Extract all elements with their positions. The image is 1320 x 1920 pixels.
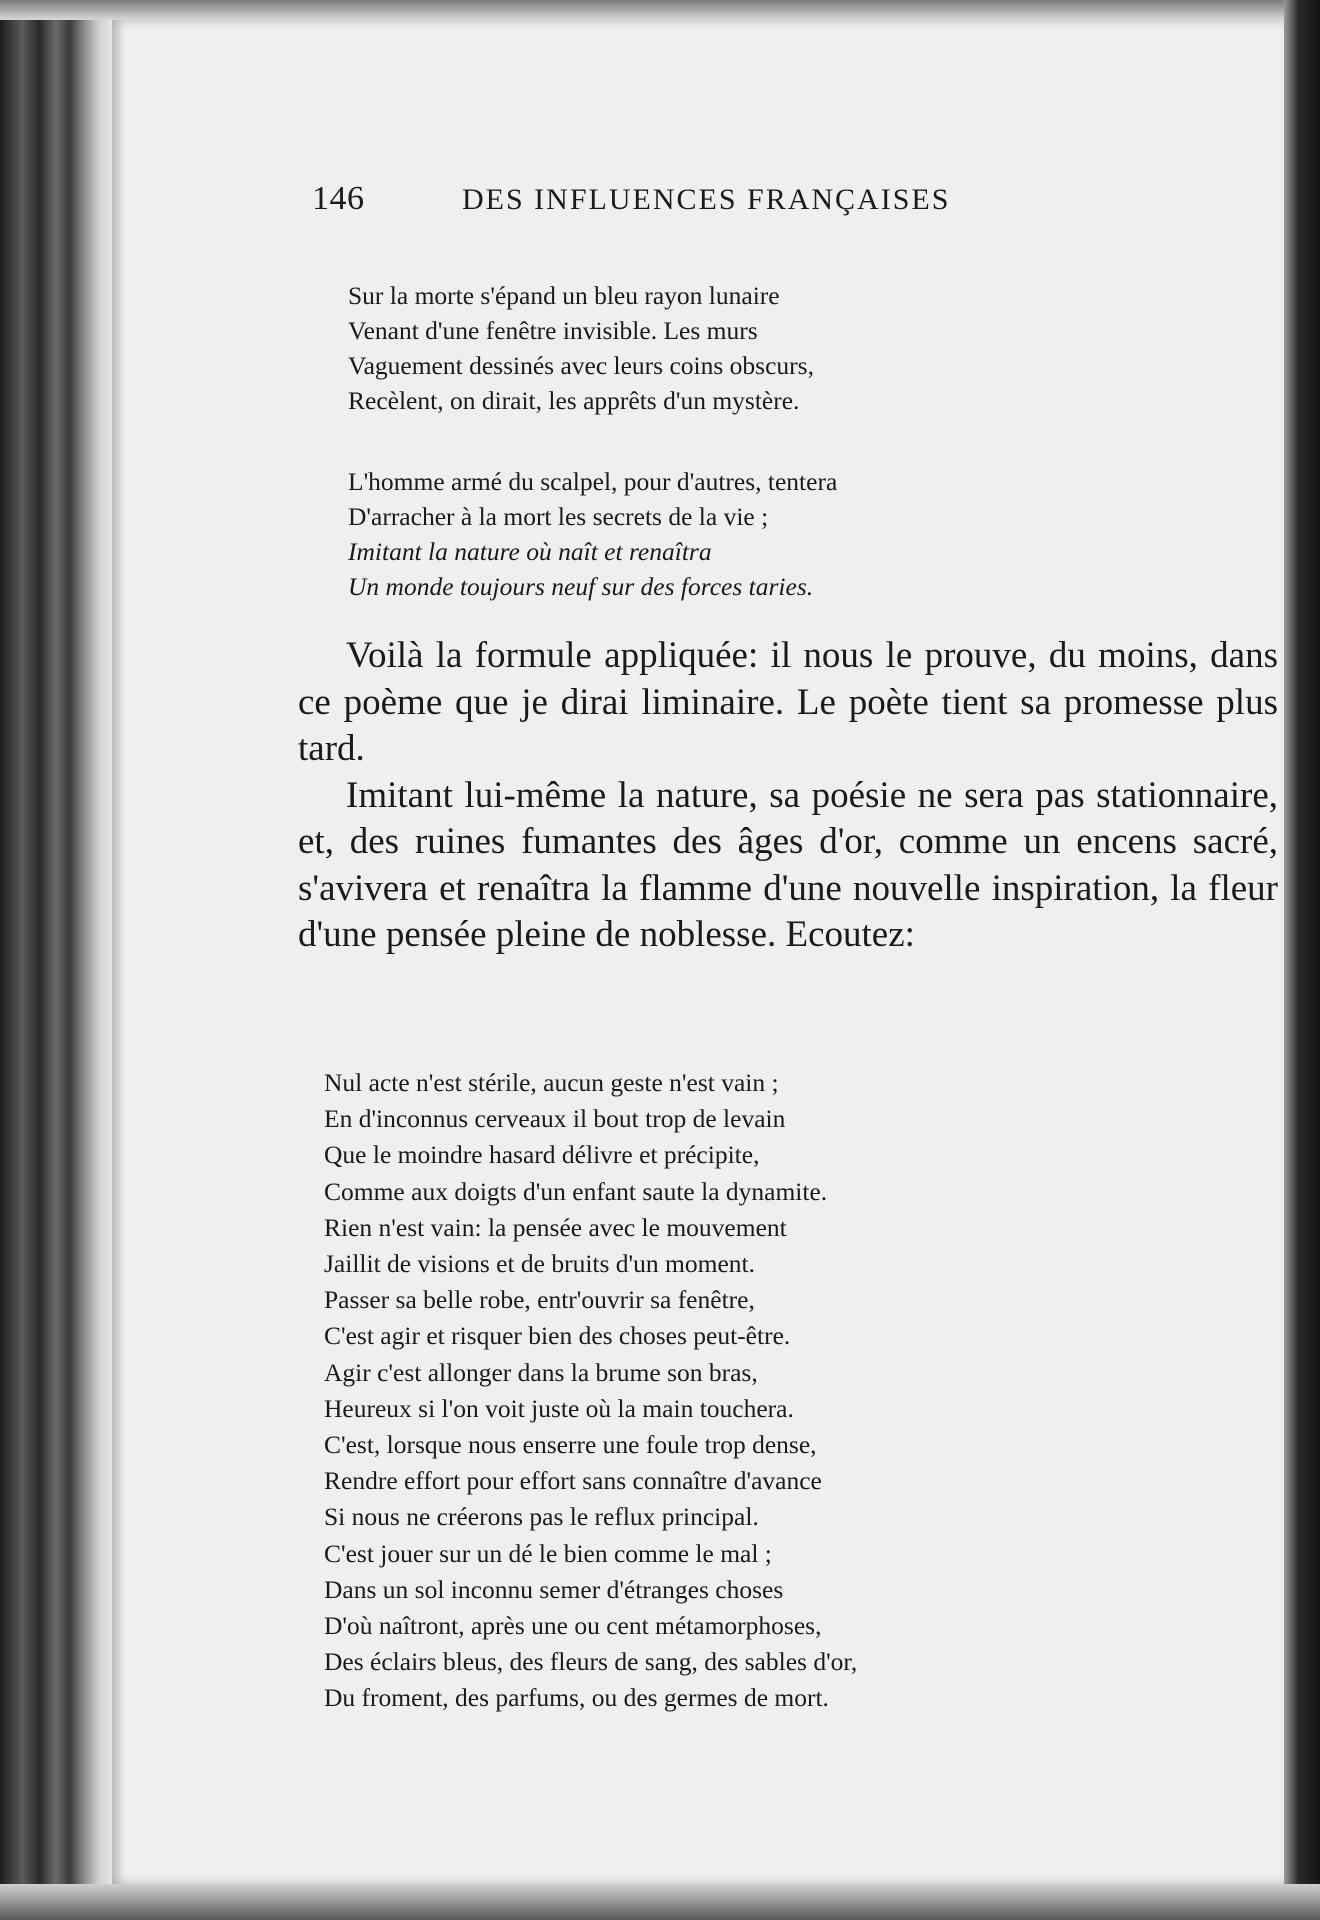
verse-line: L'homme armé du scalpel, pour d'autres, tentera [348, 467, 838, 496]
verse-line: C'est, lorsque nous enserre une foule trop dense, [324, 1430, 817, 1460]
page-number: 146 [312, 180, 365, 217]
running-title: DES INFLUENCES FRANÇAISES [462, 183, 951, 216]
right-page-edge [1284, 0, 1320, 1920]
prose-paragraph-1: Voilà la formule appliquée: il nous le prouve, du moins, dans ce poème que je dirai liminaire. Le poète tient sa promesse plus tard. [298, 635, 1278, 769]
poem-stanza-3 [324, 1065, 857, 1717]
page-sheet [112, 20, 1284, 1884]
verse-line: Que le moindre hasard délivre et précipite, [324, 1140, 760, 1170]
running-head [312, 180, 1132, 218]
verse-line: Du froment, des parfums, ou des germes de mort. [324, 1683, 829, 1713]
verse-line: Passer sa belle robe, entr'ouvrir sa fenêtre, [324, 1285, 755, 1315]
poem-stanza-1 [348, 278, 814, 418]
verse-line: En d'inconnus cerveaux il bout trop de levain [324, 1104, 786, 1134]
prose-body [298, 633, 1278, 959]
verse-line: Sur la morte s'épand un bleu rayon lunaire [348, 281, 780, 310]
prose-paragraph-2: Imitant lui-même la nature, sa poésie ne sera pas stationnaire, et, des ruines fumantes des âges d'or, comme un encens sacré, s'avivera et renaîtra la flamme d'une nouvelle inspiration, la fleur d'une pensée pleine de noblesse. Ecoutez: [298, 774, 1278, 955]
bottom-page-edge [0, 1884, 1320, 1920]
verse-line: Rendre effort pour effort sans connaître d'avance [324, 1466, 822, 1496]
verse-line: Jaillit de visions et de bruits d'un moment. [324, 1249, 755, 1279]
top-page-edge [0, 0, 1320, 20]
verse-line-italic: Imitant la nature où naît et renaîtra [348, 537, 712, 566]
verse-line: Rien n'est vain: la pensée avec le mouvement [324, 1212, 787, 1242]
verse-line: Des éclairs bleus, des fleurs de sang, des sables d'or, [324, 1647, 858, 1677]
verse-line: Heureux si l'on voit juste où la main touchera. [324, 1393, 794, 1423]
verse-line: Vaguement dessinés avec leurs coins obscurs, [348, 351, 814, 380]
verse-line: Comme aux doigts d'un enfant saute la dynamite. [324, 1176, 828, 1206]
verse-line: Recèlent, on dirait, les apprêts d'un mystère. [348, 386, 800, 415]
verse-line: D'arracher à la mort les secrets de la vie ; [348, 502, 769, 531]
poem-stanza-2 [348, 464, 837, 604]
verse-line: Dans un sol inconnu semer d'étranges choses [324, 1574, 784, 1604]
verse-line: D'où naîtront, après une ou cent métamorphoses, [324, 1611, 822, 1641]
verse-line: C'est agir et risquer bien des choses peut-être. [324, 1321, 791, 1351]
verse-line: Si nous ne créerons pas le reflux principal. [324, 1502, 759, 1532]
verse-line: Nul acte n'est stérile, aucun geste n'est vain ; [324, 1068, 779, 1097]
book-spine-edge [0, 0, 112, 1920]
verse-line: Agir c'est allonger dans la brume son bras, [324, 1357, 758, 1387]
verse-line: C'est jouer sur un dé le bien comme le mal ; [324, 1538, 772, 1568]
verse-line-italic: Un monde toujours neuf sur des forces taries. [348, 572, 814, 601]
verse-line: Venant d'une fenêtre invisible. Les murs [348, 316, 758, 345]
page-content [112, 20, 1284, 1884]
